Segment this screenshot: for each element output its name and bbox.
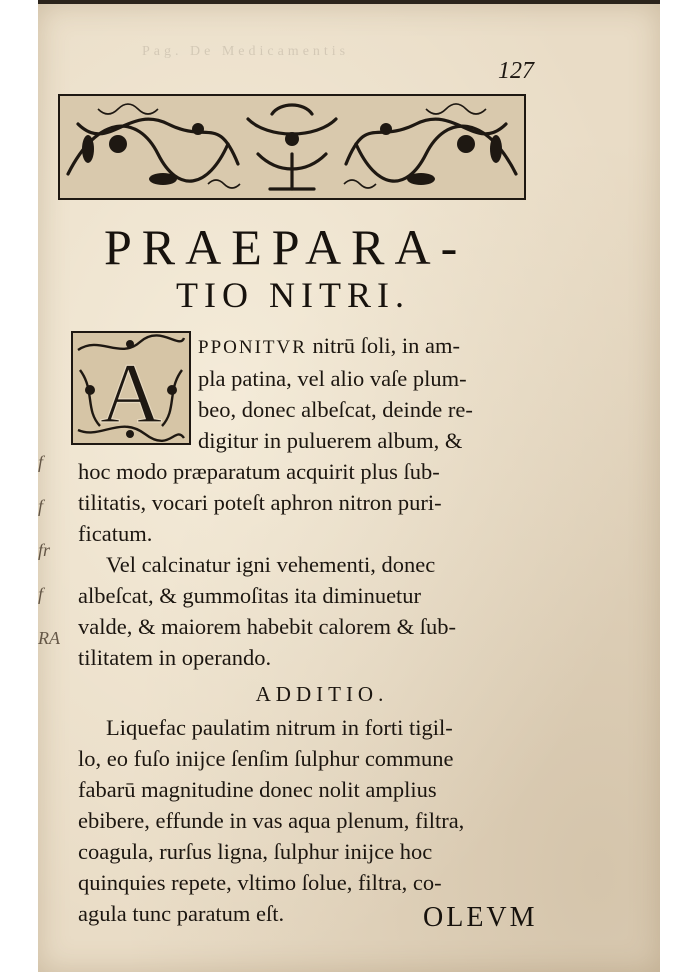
margin-note: f bbox=[38, 496, 44, 516]
text-line: tilitatem in operando. bbox=[78, 645, 272, 670]
dropcap-letter: A bbox=[99, 345, 163, 441]
margin-note: RA bbox=[38, 628, 60, 648]
margin-note: f bbox=[38, 452, 44, 472]
section-heading-additio: ADDITIO. bbox=[255, 682, 389, 706]
text-line: ebibere, effunde in vas aqua plenum, filtra, bbox=[78, 808, 465, 833]
body-text bbox=[78, 330, 558, 929]
text-line: Liquefac paulatim nitrum in forti tigil- bbox=[106, 715, 453, 740]
margin-note: fr bbox=[38, 540, 51, 560]
page-number: 127 bbox=[498, 58, 534, 84]
text-line: quinquies repete, vltimo ſolue, filtra, co- bbox=[78, 870, 442, 895]
text-line: fabarū magnitudine donec nolit amplius bbox=[78, 777, 437, 802]
margin-note: f bbox=[38, 584, 44, 604]
text-line: agula tunc paratum eſt. bbox=[78, 901, 285, 926]
text-line: digitur in puluerem album, & bbox=[198, 428, 463, 453]
text-line: pla patina, vel alio vaſe plum- bbox=[198, 366, 467, 391]
margin-notes bbox=[38, 440, 68, 740]
text-line: hoc modo præparatum acquirit plus ſub- bbox=[78, 459, 440, 484]
text-line: valde, & maiorem habebit calorem & ſub- bbox=[78, 614, 456, 639]
text-line: lo, eo fuſo inijce ſenſim ſulphur commune bbox=[78, 746, 454, 771]
text-line: albeſcat, & gummoſitas ita diminuetur bbox=[78, 583, 422, 608]
first-word: PPONITVR bbox=[198, 337, 307, 358]
title-line-1: PRAEPARA- bbox=[104, 219, 468, 275]
text-line: PPONITVR nitrū ſoli, in am- bbox=[198, 333, 461, 358]
text-line: beo, donec albeſcat, deinde re- bbox=[198, 397, 473, 422]
text-line: Vel calcinatur igni vehementi, donec bbox=[106, 552, 436, 577]
text-line: tilitatis, vocari poteſt aphron nitron puri- bbox=[78, 490, 442, 515]
bleed-through-header: Pag. De Medicamentis bbox=[142, 44, 350, 59]
text-line: ficatum. bbox=[78, 521, 153, 546]
headpiece-ornament bbox=[58, 94, 526, 200]
catchword: OLEVM bbox=[423, 902, 538, 933]
title-line-2: TIO NITRI. bbox=[176, 275, 410, 315]
text-line: coagula, rurſus ligna, ſulphur inijce hoc bbox=[78, 839, 433, 864]
